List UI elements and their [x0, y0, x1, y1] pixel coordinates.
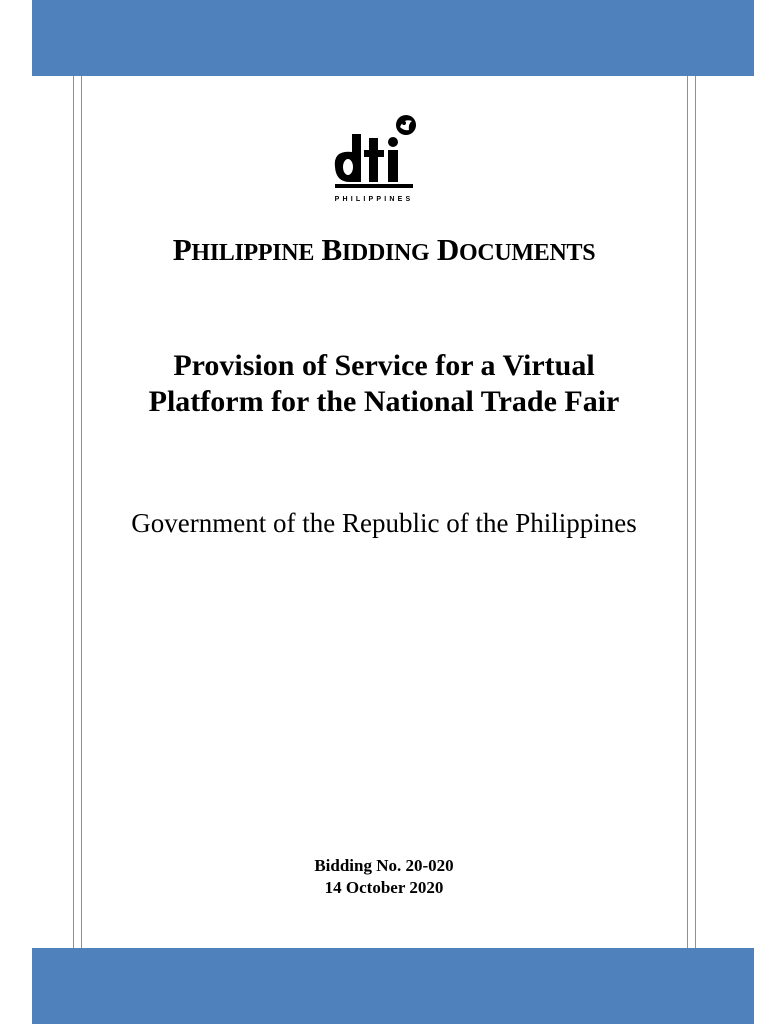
right-border-line-inner [687, 76, 688, 948]
document-title [82, 232, 686, 268]
title-word-hilippine: HILIPPINE [191, 240, 315, 266]
title-word-ocuments: OCUMENTS [458, 240, 596, 266]
dti-logo-subtext: PHILIPPINES [334, 196, 414, 203]
title-word-idding: IDDING [341, 240, 430, 266]
dti-logo [330, 112, 420, 204]
bidding-number: Bidding No. 20-020 [314, 856, 454, 875]
title-initial-b: B [321, 232, 342, 267]
bottom-color-band [32, 948, 754, 1024]
title-initial-d: D [436, 232, 459, 267]
title-initial-p: P [172, 232, 192, 267]
bidding-info [82, 855, 686, 899]
project-title-line1: Provision of Service for a Virtual [173, 349, 595, 382]
bidding-date: 14 October 2020 [324, 878, 444, 897]
left-border-line-outer [73, 76, 74, 948]
project-title-line2: Platform for the National Trade Fair [148, 385, 620, 418]
top-color-band [32, 0, 754, 76]
government-name: Government of the Republic of the Philippines [131, 508, 637, 538]
right-border-line-outer [695, 76, 696, 948]
project-title [82, 348, 686, 420]
